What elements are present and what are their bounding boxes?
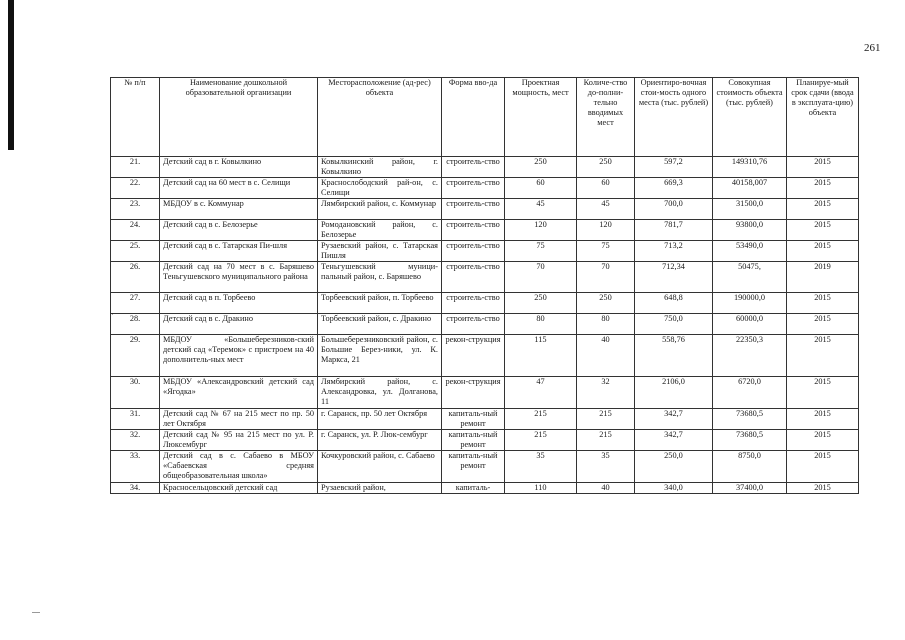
table-row [111,157,859,178]
table-row [111,451,859,483]
table-row [111,430,859,451]
row-cost-per-place: 250,0 [635,451,713,483]
row-added-places: 215 [577,409,635,430]
scan-edge-mark [8,0,14,150]
row-capacity: 120 [505,220,577,241]
table-row [111,314,859,335]
row-address: Краснослободский рай-он, с. Селищи [318,178,442,199]
row-added-places: 40 [577,335,635,377]
row-form: капиталь-ный ремонт [442,451,505,483]
col-header-total-cost: Совокупная стоимость объекта (тыс. рублей) [713,78,787,157]
row-name: Детский сад № 67 на 215 мест по пр. 50 лет Октября [160,409,318,430]
row-address: Ромодановский район, с. Белозерье [318,220,442,241]
row-form: строитель-ство [442,178,505,199]
row-number: 28. [111,314,160,335]
row-due-date: 2015 [787,430,859,451]
row-number: 30. [111,377,160,409]
row-cost-per-place: 340,0 [635,483,713,494]
row-number: 33. [111,451,160,483]
table-row [111,220,859,241]
row-capacity: 75 [505,241,577,262]
row-name: Детский сад в с. Дракино [160,314,318,335]
row-total-cost: 190000,0 [713,293,787,314]
row-cost-per-place: 342,7 [635,430,713,451]
row-due-date: 2015 [787,377,859,409]
row-cost-per-place: 750,0 [635,314,713,335]
row-capacity: 250 [505,293,577,314]
row-added-places: 40 [577,483,635,494]
row-cost-per-place: 597,2 [635,157,713,178]
row-due-date: 2015 [787,157,859,178]
row-total-cost: 50475, [713,262,787,293]
row-due-date: 2015 [787,314,859,335]
row-form: строитель-ство [442,293,505,314]
row-form: строитель-ство [442,220,505,241]
table-row [111,199,859,220]
row-total-cost: 73680,5 [713,430,787,451]
row-name: Детский сад в с. Белозерье [160,220,318,241]
row-capacity: 80 [505,314,577,335]
kindergarten-objects-table [110,77,859,494]
row-capacity: 47 [505,377,577,409]
row-total-cost: 31500,0 [713,199,787,220]
row-due-date: 2015 [787,199,859,220]
row-due-date: 2015 [787,241,859,262]
row-cost-per-place: 781,7 [635,220,713,241]
row-added-places: 215 [577,430,635,451]
row-number: 31. [111,409,160,430]
row-name: МБДОУ «Большеберезников-ский детский сад «Теремок» с пристроем на 40 дополнитель-ных мест [160,335,318,377]
row-number: 24. [111,220,160,241]
row-cost-per-place: 713,2 [635,241,713,262]
row-form: строитель-ство [442,157,505,178]
row-added-places: 60 [577,178,635,199]
row-capacity: 215 [505,430,577,451]
row-total-cost: 22350,3 [713,335,787,377]
row-capacity: 110 [505,483,577,494]
row-name: Детский сад в г. Ковылкино [160,157,318,178]
row-added-places: 250 [577,293,635,314]
row-address: Ковылкинский район, г. Ковылкино [318,157,442,178]
row-cost-per-place: 342,7 [635,409,713,430]
col-header-due-date: Планируе-мый срок сдачи (ввода в эксплуата-цию) объекта [787,78,859,157]
row-name: Красносельцовский детский сад [160,483,318,494]
row-total-cost: 8750,0 [713,451,787,483]
scan-speck [32,612,40,613]
row-address: Теньгушевский муници-пальный район, с. Баряшево [318,262,442,293]
row-due-date: 2019 [787,262,859,293]
row-name: Детский сад № 95 на 215 мест по ул. Р. Люксембург [160,430,318,451]
table-row [111,262,859,293]
row-address: Лямбирский район, с. Коммунар [318,199,442,220]
row-cost-per-place: 648,8 [635,293,713,314]
col-header-capacity: Проектная мощность, мест [505,78,577,157]
table-row [111,483,859,494]
row-total-cost: 37400,0 [713,483,787,494]
row-form: строитель-ство [442,262,505,293]
row-capacity: 70 [505,262,577,293]
margin-dot: · [111,310,114,319]
row-total-cost: 40158,007 [713,178,787,199]
row-number: 29. [111,335,160,377]
row-number: 32. [111,430,160,451]
table-row [111,241,859,262]
row-address: Лямбирский район, с. Александровка, ул. Долганова, 11 [318,377,442,409]
col-header-number: № п/п [111,78,160,157]
table-row [111,335,859,377]
row-total-cost: 6720,0 [713,377,787,409]
row-number: 34. [111,483,160,494]
row-form: капиталь-ный ремонт [442,430,505,451]
row-form: строитель-ство [442,199,505,220]
row-due-date: 2015 [787,483,859,494]
row-capacity: 215 [505,409,577,430]
row-capacity: 60 [505,178,577,199]
table-row [111,293,859,314]
row-total-cost: 149310,76 [713,157,787,178]
row-due-date: 2015 [787,178,859,199]
row-number: 27. [111,293,160,314]
row-address: Большеберезниковский район, с. Большие Берез-ники, ул. К. Маркса, 21 [318,335,442,377]
row-name: Детский сад в с. Сабаево в МБОУ «Сабаевская средняя общеобразовательная школа» [160,451,318,483]
table-header-row [111,78,859,157]
col-header-cost-per-place: Ориентиро-вочная стои-мость одного места (тыс. рублей) [635,78,713,157]
row-due-date: 2015 [787,335,859,377]
row-due-date: 2015 [787,220,859,241]
col-header-added-places: Количе-ство до-полни-тельно вводимых мест [577,78,635,157]
row-due-date: 2015 [787,409,859,430]
col-header-name: Наименование дошкольной образовательной организации [160,78,318,157]
row-due-date: 2015 [787,451,859,483]
row-name: Детский сад в с. Татарская Пи-шля [160,241,318,262]
row-added-places: 32 [577,377,635,409]
row-number: 23. [111,199,160,220]
row-form: строитель-ство [442,241,505,262]
row-form: рекон-струкция [442,335,505,377]
table-row [111,409,859,430]
row-address: Кочкуровский район, с. Сабаево [318,451,442,483]
row-form: рекон-струкция [442,377,505,409]
row-capacity: 45 [505,199,577,220]
row-cost-per-place: 700,0 [635,199,713,220]
row-total-cost: 93800,0 [713,220,787,241]
row-due-date: 2015 [787,293,859,314]
row-added-places: 75 [577,241,635,262]
row-total-cost: 73680,5 [713,409,787,430]
row-address: Рузаевский район, [318,483,442,494]
row-number: 26. [111,262,160,293]
row-number: 25. [111,241,160,262]
table-row [111,178,859,199]
row-number: 21. [111,157,160,178]
row-capacity: 115 [505,335,577,377]
row-address: г. Саранск, пр. 50 лет Октября [318,409,442,430]
col-header-address: Месторасположение (ад-рес) объекта [318,78,442,157]
page-number: 261 [864,42,881,54]
row-name: Детский сад на 60 мест в с. Селищи [160,178,318,199]
row-cost-per-place: 558,76 [635,335,713,377]
table-row [111,377,859,409]
row-form: капиталь-ный ремонт [442,409,505,430]
row-address: Рузаевский район, с. Татарская Пишля [318,241,442,262]
row-cost-per-place: 2106,0 [635,377,713,409]
row-form: строитель-ство [442,314,505,335]
row-total-cost: 53490,0 [713,241,787,262]
row-added-places: 80 [577,314,635,335]
row-form: капиталь- [442,483,505,494]
row-name: Детский сад на 70 мест в с. Баряшево Теньгушевского муниципального района [160,262,318,293]
row-capacity: 250 [505,157,577,178]
row-name: МБДОУ «Александровский детский сад «Ягодка» [160,377,318,409]
row-name: МБДОУ в с. Коммунар [160,199,318,220]
row-address: Торбеевский район, п. Торбеево [318,293,442,314]
row-cost-per-place: 712,34 [635,262,713,293]
row-name: Детский сад в п. Торбеево [160,293,318,314]
row-cost-per-place: 669,3 [635,178,713,199]
row-added-places: 120 [577,220,635,241]
row-added-places: 250 [577,157,635,178]
row-added-places: 70 [577,262,635,293]
row-number: 22. [111,178,160,199]
row-total-cost: 60000,0 [713,314,787,335]
row-address: Торбеевский район, с. Дракино [318,314,442,335]
row-address: г. Саранск, ул. Р. Люк-сембург [318,430,442,451]
row-capacity: 35 [505,451,577,483]
col-header-form: Форма вво-да [442,78,505,157]
row-added-places: 45 [577,199,635,220]
row-added-places: 35 [577,451,635,483]
